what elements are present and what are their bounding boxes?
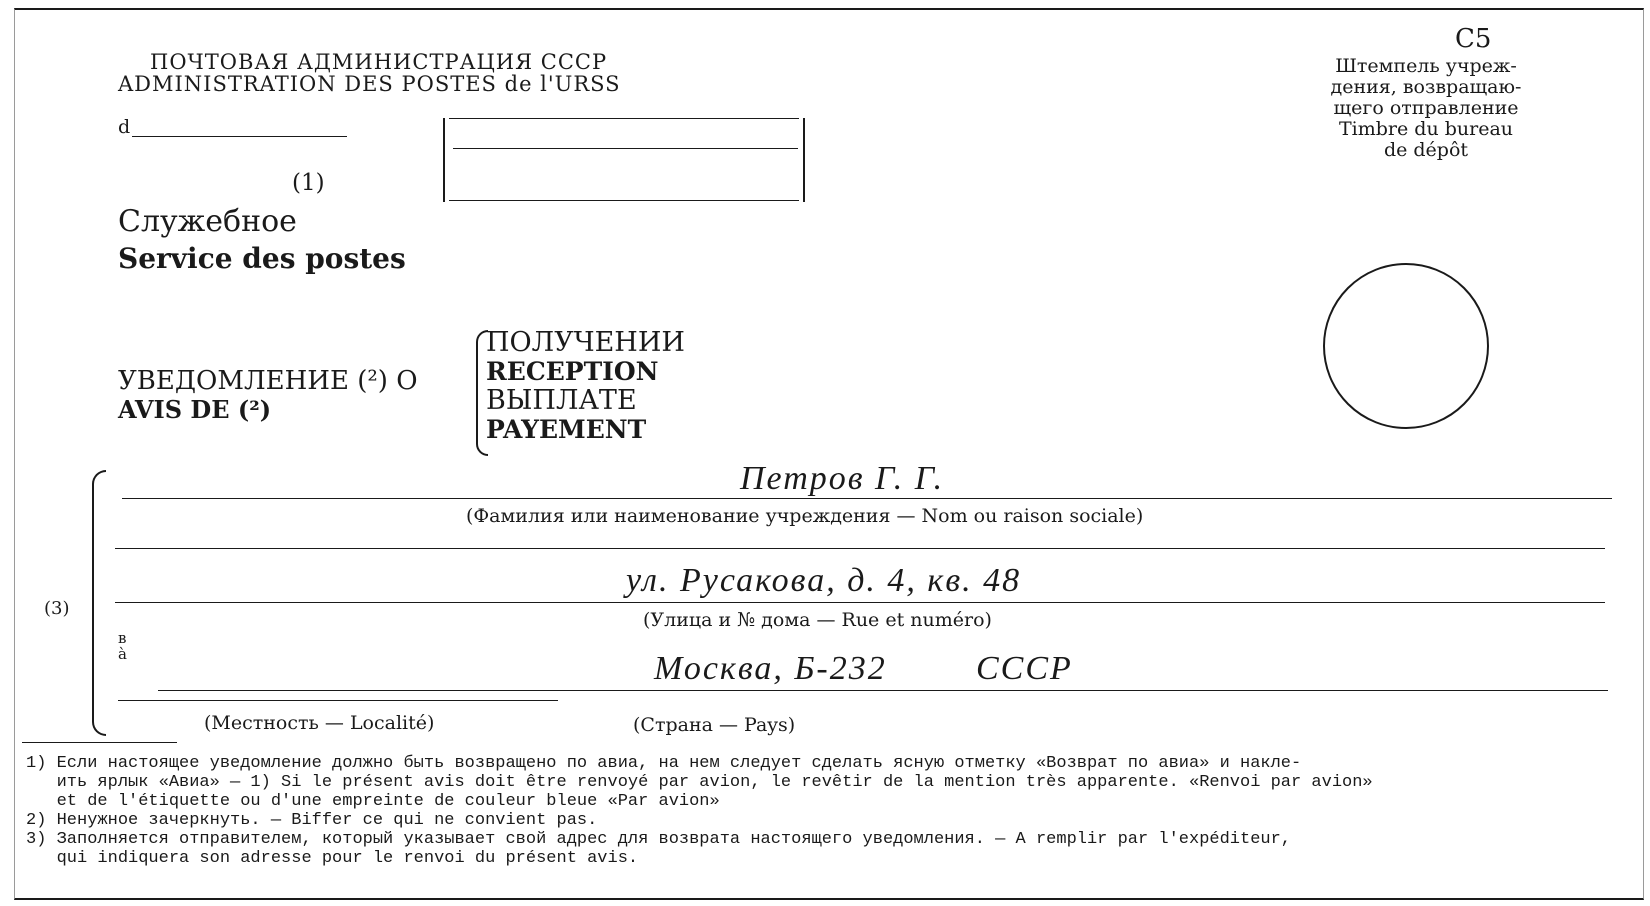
address-brace [92, 470, 106, 736]
footnote-line: 1) Если настоящее уведомление должно быть возвращено по авиа, на нем следует сделать ясную отметку «Возврат по авиа» и накле- [26, 754, 1302, 773]
name-line[interactable] [122, 498, 1612, 499]
date-stamp-box [443, 118, 805, 202]
stamp-line: щего отправление [1333, 97, 1519, 119]
footnote-line: et de l'étiquette ou d'une empreinte de couleur bleue «Par avion» [26, 792, 720, 811]
footnote-separator [22, 742, 177, 743]
footnote-line: 3) Заполняется отправителем, который указывает свой адрес для возврата настоящего уведомления. — A remplir par l'expéditeur, [26, 830, 1292, 849]
footnote-ref-1: (1) [292, 170, 325, 196]
street-value: ул. Русакова, д. 4, кв. 48 [626, 562, 1022, 599]
recipient-name-value: Петров Г. Г. [740, 460, 945, 497]
city-value: Москва, Б-232 [654, 650, 887, 687]
extra-line[interactable] [115, 548, 1605, 549]
stamp-line: Timbre du bureau [1338, 118, 1514, 140]
option-receipt-fr[interactable]: RECEPTION [486, 357, 659, 386]
country-value: СССР [976, 650, 1073, 687]
locality-prefix [118, 630, 127, 662]
footnote-line: qui indiquera son adresse pour le renvoi du présent avis. [26, 849, 639, 868]
prefix-fr: à [118, 645, 127, 663]
stamp-instructions [1296, 56, 1556, 161]
admin-title-fr: ADMINISTRATION DES POSTES de l'URSS [118, 72, 621, 96]
street-caption: (Улица и № дома — Rue et numéro) [643, 609, 992, 631]
locality-caption: (Местность — Localité) [204, 712, 435, 734]
service-title-ru: Служебное [118, 204, 297, 239]
service-title-fr: Service des postes [118, 242, 406, 275]
avis-title-fr: AVIS DE (²) [118, 395, 272, 424]
avis-title-ru: УВЕДОМЛЕНИЕ (²) О [118, 366, 418, 396]
admin-title-ru: ПОЧТОВАЯ АДМИНИСТРАЦИЯ СССР [150, 50, 608, 74]
locality-line[interactable] [118, 700, 558, 701]
stamp-line: de dépôt [1383, 139, 1469, 161]
prefix-ru: в [118, 629, 127, 647]
street-line[interactable] [115, 602, 1605, 603]
form-code: C5 [1455, 24, 1492, 54]
footnote-line: ить ярлык «Авиа» — 1) Si le présent avis doit être renvoyé par avion, le revêtir de la mention très apparente. «Renvoi par avion» [26, 773, 1373, 792]
footnotes [26, 754, 1373, 868]
footnote-line: 2) Ненужное зачеркнуть. — Biffer ce qui ne convient pas. [26, 811, 598, 830]
city-line[interactable] [158, 690, 1608, 691]
option-payment-fr[interactable]: PAYEMENT [486, 415, 647, 444]
date-prefix: d [118, 116, 131, 138]
name-caption: (Фамилия или наименование учреждения — Nom ou raison sociale) [466, 505, 1144, 527]
stamp-line: дения, возвращаю- [1330, 76, 1522, 98]
stamp-circle [1323, 263, 1489, 429]
footnote-ref-3: (3) [44, 598, 70, 619]
stamp-line: Штемпель учреж- [1335, 55, 1517, 77]
option-receipt-ru[interactable]: ПОЛУЧЕНИИ [486, 327, 685, 358]
notice-options [486, 328, 685, 444]
country-caption: (Страна — Pays) [633, 714, 796, 736]
option-payment-ru[interactable]: ВЫПЛАТЕ [486, 385, 637, 416]
date-line[interactable] [132, 136, 347, 137]
